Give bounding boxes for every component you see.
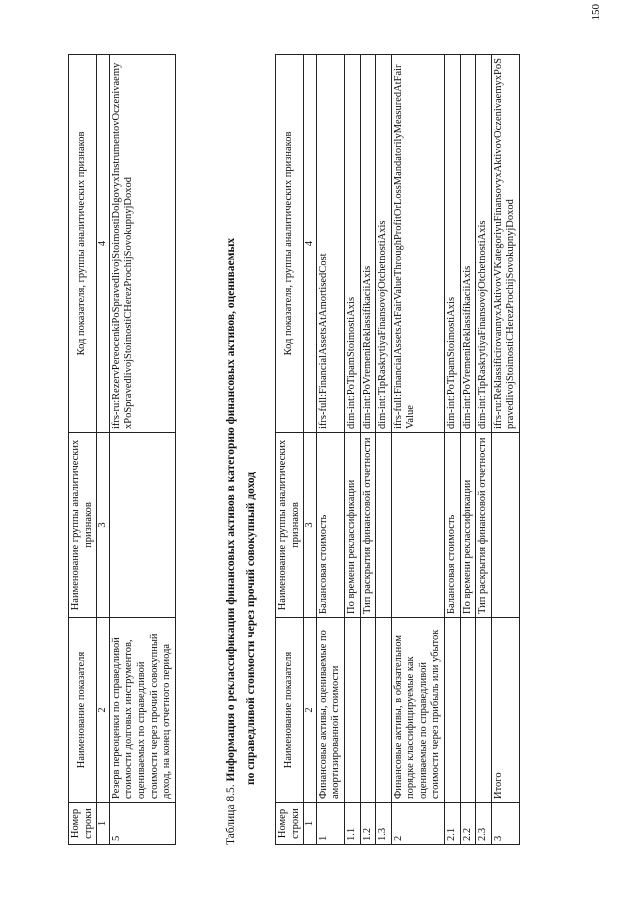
table-caption [222, 55, 261, 845]
table-row [445, 55, 461, 845]
table-row [360, 55, 376, 845]
header-name: Наименование показателя [276, 618, 304, 803]
row-name: Финансовые активы, в обязательном порядке классифицируемые как оцениваемые по справедливой стоимости через прибыль или убыток [391, 618, 444, 803]
row-name [376, 618, 392, 803]
col-number: 2 [304, 618, 317, 803]
table-row [344, 55, 360, 845]
col-number: 4 [97, 55, 110, 433]
column-number-row [97, 55, 110, 845]
page-number: 150 [590, 4, 602, 21]
row-group [376, 433, 392, 618]
header-row [276, 55, 304, 845]
header-group: Наименование группы аналитических признаков [276, 433, 304, 618]
table-8-5 [275, 54, 520, 845]
row-group: Балансовая стоимость [316, 433, 344, 618]
row-name [360, 618, 376, 803]
table-row [376, 55, 392, 845]
row-code: ifrs-ru:ReklassificirovannyxAktivovVKategoriyuFinansovyxAktivovOczenivaemyxPoSpravedlivojStoimostiCHerezProchijSovokupnyjDoxod [491, 55, 519, 433]
row-name: Итого [491, 618, 519, 803]
row-num: 3 [491, 803, 519, 845]
row-code: dim-int:TipRaskrytiyaFinansovojOtchetnostiAxis [476, 55, 492, 433]
table-row [491, 55, 519, 845]
col-number: 4 [304, 55, 317, 433]
row-num: 1.2 [360, 803, 376, 845]
header-group: Наименование группы аналитических признаков [69, 433, 97, 618]
row-code: dim-int:PoTipamStoimostiAxis [445, 55, 461, 433]
caption-line1: Информация о реклассификации финансовых активов в категорию финансовых активов, оцениваемых [225, 237, 237, 782]
table-row [460, 55, 476, 845]
header-code: Код показателя, группы аналитических признаков [69, 55, 97, 433]
row-num: 2.1 [445, 803, 461, 845]
column-number-row [304, 55, 317, 845]
row-code: dim-int:PoVremeniReklassifikaciiAxis [460, 55, 476, 433]
row-num: 2 [391, 803, 444, 845]
table-8-4-continuation [68, 54, 176, 845]
header-row [69, 55, 97, 845]
row-code: dim-int:PoTipamStoimostiAxis [344, 55, 360, 433]
row-group: Тип раскрытия финансовой отчетности [476, 433, 492, 618]
col-number: 3 [97, 433, 110, 618]
table-row [109, 55, 175, 845]
caption-line2: по справедливой стоимости через прочий совокупный доход [244, 471, 257, 785]
row-name [344, 618, 360, 803]
row-code: dim-int:PoVremeniReklassifikaciiAxis [360, 55, 376, 433]
col-number: 1 [97, 803, 110, 845]
table-row [316, 55, 344, 845]
row-num: 1 [316, 803, 344, 845]
row-num: 1.1 [344, 803, 360, 845]
row-group: Балансовая стоимость [445, 433, 461, 618]
row-name [445, 618, 461, 803]
row-group: По времени реклассификации [344, 433, 360, 618]
row-num: 2.3 [476, 803, 492, 845]
header-code: Код показателя, группы аналитических признаков [276, 55, 304, 433]
row-group: Тип раскрытия финансовой отчетности [360, 433, 376, 618]
col-number: 2 [97, 618, 110, 803]
row-code: ifrs-full:FinancialAssetsAtFairValueThroughProfitOrLossMandatorilyMeasuredAtFairValue [391, 55, 444, 433]
row-code: dim-int:TipRaskrytiyaFinansovojOtchetnostiAxis [376, 55, 392, 433]
row-group [109, 433, 175, 618]
col-number: 1 [304, 803, 317, 845]
row-num: 5 [109, 803, 175, 845]
row-code: ifrs-full:FinancialAssetsAtAmortisedCost [316, 55, 344, 433]
table-row [476, 55, 492, 845]
header-num: Номер строки [69, 803, 97, 845]
header-name: Наименование показателя [69, 618, 97, 803]
row-name [476, 618, 492, 803]
col-number: 3 [304, 433, 317, 618]
row-num: 1.3 [376, 803, 392, 845]
row-group [491, 433, 519, 618]
header-num: Номер строки [276, 803, 304, 845]
table-row [391, 55, 444, 845]
row-num: 2.2 [460, 803, 476, 845]
caption-label: Таблица 8.5. [225, 784, 237, 845]
row-name: Финансовые активы, оцениваемые по амортизированной стоимости [316, 618, 344, 803]
row-name: Резерв переоценки по справедливой стоимости долговых инструментов, оцениваемых по справедливой стоимости через прочий совокупный доход, на конец отчетного периода [109, 618, 175, 803]
row-code: ifrs-ru:RezervPereocenkiPoSpravedlivojStoimostiDolgovyxInstrumentovOczenivaemyxPoSpravedlivojStoimostiCHerezProchijSovokupnyjDoxod [109, 55, 175, 433]
row-group [391, 433, 444, 618]
row-name [460, 618, 476, 803]
row-group: По времени реклассификации [460, 433, 476, 618]
